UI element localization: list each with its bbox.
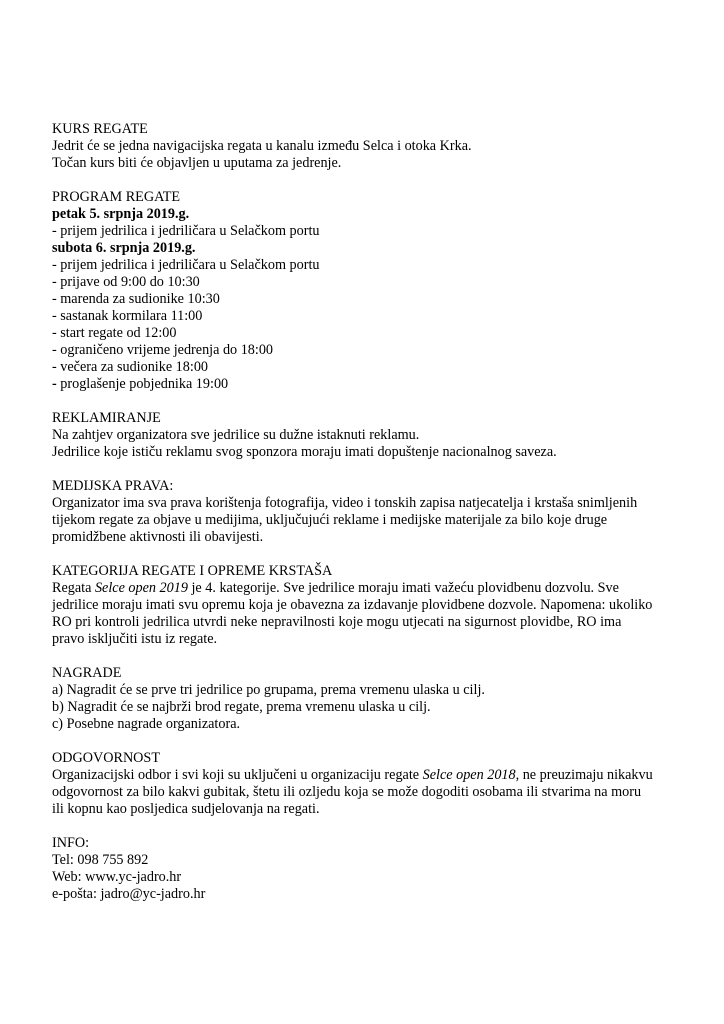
info-website: Web: www.yc-jadro.hr bbox=[52, 869, 182, 885]
text-run: Regata bbox=[52, 580, 95, 596]
section-odgovornost bbox=[52, 750, 692, 818]
info-email: e-pošta: jadro@yc-jadro.hr bbox=[52, 886, 206, 902]
section-heading: REKLAMIRANJE bbox=[52, 410, 161, 426]
regatta-name: Selce open 2018 bbox=[422, 767, 516, 783]
program-item: - prijem jedrilica i jedriličara u Selačkom portu bbox=[52, 223, 320, 239]
paragraph-line: odgovornost za bilo kakvi gubitak, štetu ili ozljedu koja se može dogoditi osobama ili stvarima na moru bbox=[52, 784, 642, 800]
list-item: b) Nagradit će se najbrži brod regate, prema vremenu ulaska u cilj. bbox=[52, 699, 431, 715]
section-heading: MEDIJSKA PRAVA: bbox=[52, 478, 174, 494]
text-run: , ne preuzimaju nikakvu bbox=[515, 767, 653, 783]
section-program-regate bbox=[52, 189, 692, 393]
regatta-name: Selce open 2019 bbox=[94, 580, 188, 596]
section-kurs-regate bbox=[52, 121, 692, 172]
paragraph-line: pravo isključiti istu iz regate. bbox=[52, 631, 218, 647]
paragraph-line: promidžbene aktivnosti ili obavijesti. bbox=[52, 529, 264, 545]
list-item: a) Nagradit će se prve tri jedrilice po grupama, prema vremenu ulaska u cilj. bbox=[52, 682, 485, 698]
program-item: - sastanak kormilara 11:00 bbox=[52, 308, 203, 324]
text-run: je 4. kategorije. Sve jedrilice moraju imati važeću plovidbenu dozvolu. Sve bbox=[187, 580, 619, 596]
program-item: - prijem jedrilica i jedriličara u Selačkom portu bbox=[52, 257, 320, 273]
program-item: - ograničeno vrijeme jedrenja do 18:00 bbox=[52, 342, 274, 358]
program-item-last bbox=[52, 376, 692, 393]
program-item: - večera za sudionike 18:00 bbox=[52, 359, 209, 375]
paragraph-line bbox=[52, 580, 692, 597]
paragraph-line: Organizator ima sva prava korištenja fotografija, video i tonskih zapisa natjecatelja i krstaša snimljenih bbox=[52, 495, 638, 511]
program-item: - prijave od 9:00 do 10:30 bbox=[52, 274, 200, 290]
program-item: - start regate od 12:00 bbox=[52, 325, 177, 341]
section-nagrade bbox=[52, 665, 692, 733]
section-heading: NAGRADE bbox=[52, 665, 122, 681]
paragraph-line: ili kopnu kao posljedica sudjelovanja na regati. bbox=[52, 801, 320, 817]
section-info bbox=[52, 835, 692, 903]
program-item-dash: - bbox=[52, 376, 57, 392]
paragraph-line: tijekom regate za objave u medijima, uključujući reklame i medijske materijale za bilo koje druge bbox=[52, 512, 608, 528]
section-heading: INFO: bbox=[52, 835, 90, 851]
section-heading: ODGOVORNOST bbox=[52, 750, 160, 766]
program-item: - marenda za sudionike 10:30 bbox=[52, 291, 220, 307]
text-run: Organizacijski odbor i svi koji su uključeni u organizaciju regate bbox=[52, 767, 423, 783]
paragraph-line: Jedrit će se jedna navigacijska regata u kanalu između Selca i otoka Krka. bbox=[52, 138, 472, 154]
info-phone: Tel: 098 755 892 bbox=[52, 852, 149, 868]
paragraph-line: Točan kurs biti će objavljen u uputama za jedrenje. bbox=[52, 155, 342, 171]
section-heading: KATEGORIJA REGATE I OPREME KRSTAŠA bbox=[52, 563, 333, 579]
paragraph-line bbox=[52, 767, 692, 784]
paragraph-line: jedrilice moraju imati svu opremu koja je obavezna za izdavanje plovidbene dozvole. Napomena: ukoliko bbox=[52, 597, 653, 613]
list-item: c) Posebne nagrade organizatora. bbox=[52, 716, 241, 732]
paragraph-line: Jedrilice koje ističu reklamu svog sponzora moraju imati dopuštenje nacionalnog saveza. bbox=[52, 444, 557, 460]
program-day-heading: subota 6. srpnja 2019.g. bbox=[52, 240, 196, 256]
section-heading: KURS REGATE bbox=[52, 121, 148, 137]
document-page bbox=[52, 121, 692, 920]
section-kategorija bbox=[52, 563, 692, 648]
section-medijska-prava bbox=[52, 478, 692, 546]
paragraph-line: Na zahtjev organizatora sve jedrilice su dužne istaknuti reklamu. bbox=[52, 427, 420, 443]
section-heading: PROGRAM REGATE bbox=[52, 189, 181, 205]
program-day-heading: petak 5. srpnja 2019.g. bbox=[52, 206, 190, 222]
paragraph-line: RO pri kontroli jedrilica utvrdi neke nepravilnosti koje mogu utjecati na sigurnost plovidbe, RO ima bbox=[52, 614, 622, 630]
section-reklamiranje bbox=[52, 410, 692, 461]
program-item-text: proglašenje pobjednika 19:00 bbox=[56, 376, 229, 392]
